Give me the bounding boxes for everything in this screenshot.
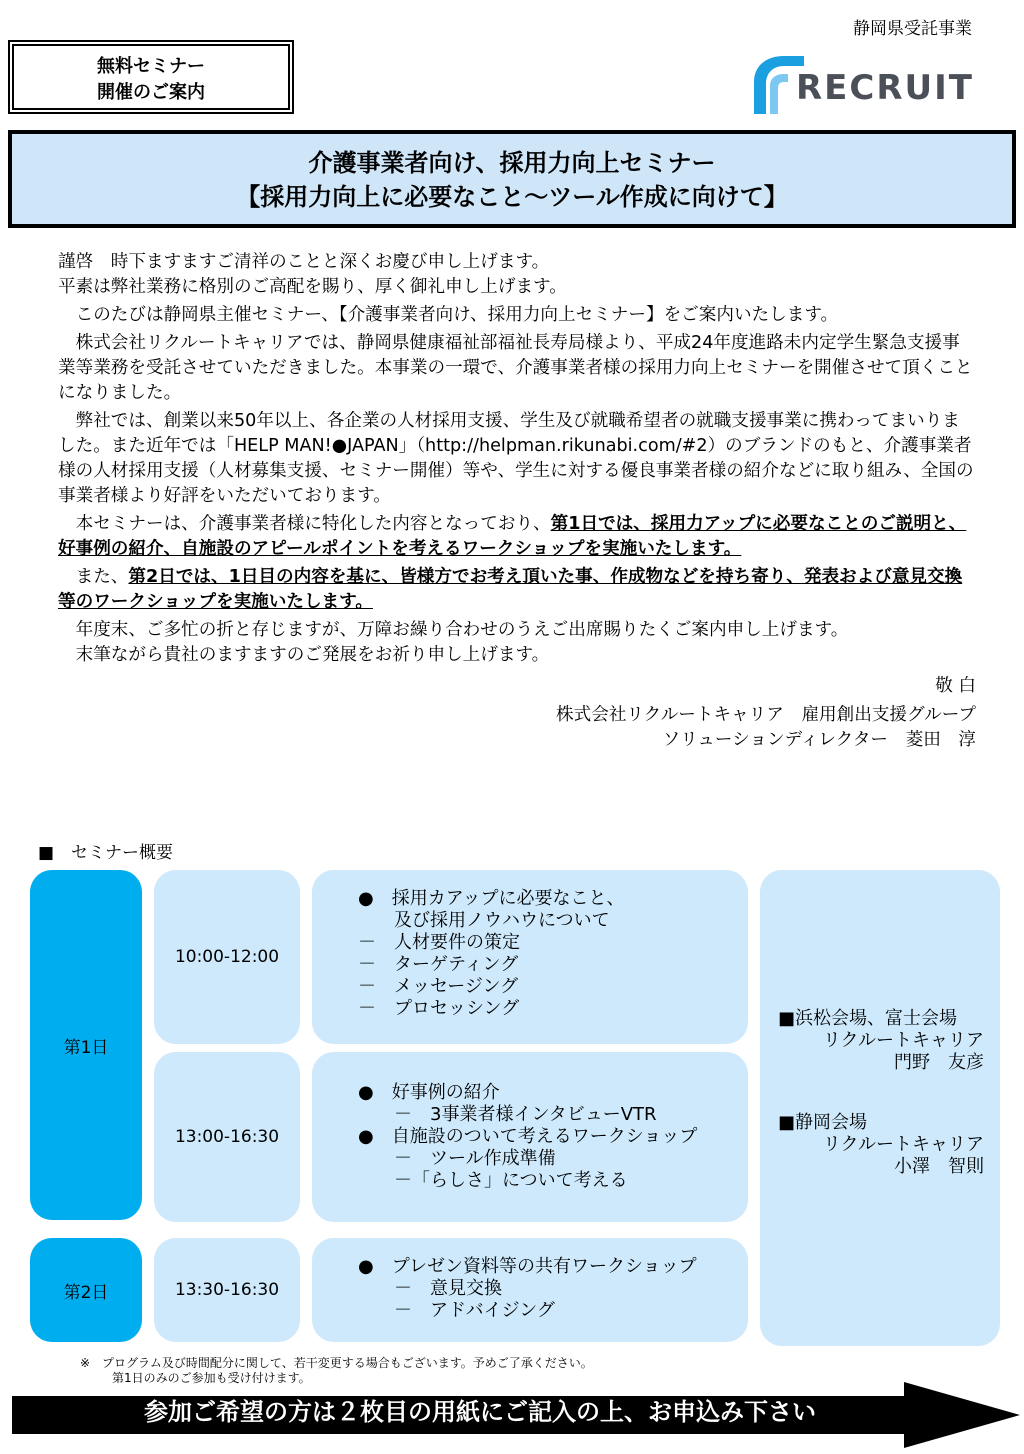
session3-item: － 意見交換 (358, 1278, 502, 1299)
letter-signature-company: 株式会社リクルートキャリア 雇用創出支援グループ (556, 705, 976, 725)
consignment-label: 静岡県受託事業 (853, 19, 972, 39)
invitation-letter (58, 250, 976, 753)
letter-day2-underlined: 第2日では、1日目の内容を基に、皆様方でお考え頂いた事、作成物などを持ち寄り、発表および意見交換等のワークショップを実施いたします。 (58, 567, 963, 612)
venue1-person: 門野 友彦 (894, 1052, 984, 1073)
time-block-1 (154, 870, 300, 1044)
day2-label: 第2日 (63, 1282, 109, 1303)
session2-item: － ツール作成準備 (358, 1148, 556, 1169)
time-2: 13:00-16:30 (174, 1127, 280, 1147)
letter-consignment: 株式会社リクルートキャリアでは、静岡県健康福祉部福祉長寿局様より、平成24年度進路未内定学生緊急支援事業等業務を受託させていただきました。本事業の一環で、介護事業者様の採用力向上セミナーを開催させて頂くことになりました。 (58, 333, 973, 403)
session2-item: －「らしさ」について考える (358, 1170, 628, 1191)
session3-item: ● プレゼン資料等の共有ワークショップ (358, 1256, 697, 1277)
venue2-person: 小澤 智則 (894, 1156, 984, 1177)
letter-day1-plain: 本セミナーは、介護事業者様に特化した内容となっており、 (75, 514, 551, 534)
venue2-company: リクルートキャリア (822, 1134, 984, 1155)
day1-label: 第1日 (63, 1037, 109, 1058)
session2-item: ● 自施設のついて考えるワークショップ (358, 1126, 698, 1147)
day1-label-block (30, 870, 142, 1220)
letter-day2-plain: また、 (75, 567, 129, 587)
session2-item: ● 好事例の紹介 (358, 1082, 500, 1103)
letter-request: 年度末、ご多忙の折と存じますが、万障お繰り合わせのうえご出席賜りたくご案内申し上げます。 (75, 620, 849, 640)
recruit-logo (748, 52, 998, 116)
venue-block (760, 870, 1000, 1346)
venue2-name: ■静岡会場 (778, 1112, 868, 1133)
time-1: 10:00-12:00 (174, 947, 280, 967)
logo-wordmark: RECRUIT (796, 68, 974, 108)
session1-item: 及び採用ノウハウについて (358, 910, 610, 931)
title-line-2: 【採用力向上に必要なこと～ツール作成に向けて】 (236, 183, 788, 211)
session-block-2 (312, 1052, 748, 1222)
seminar-title-box (8, 130, 1016, 228)
time-3: 13:30-16:30 (174, 1280, 280, 1300)
time-block-2 (154, 1052, 300, 1222)
session1-item: － 人材要件の策定 (358, 932, 520, 953)
session1-item: － メッセージング (358, 976, 519, 997)
letter-intro: このたびは静岡県主催セミナー、【介護事業者向け、採用力向上セミナー】をご案内いたします。 (75, 305, 839, 325)
letter-closing: 敬 白 (935, 676, 976, 696)
letter-greeting: 謹啓 時下ますますご清祥のことと深くお慶び申し上げます。 (58, 252, 550, 272)
session-block-1 (312, 870, 748, 1044)
session1-item: ● 採用カアップに必要なこと、 (358, 888, 625, 909)
free-seminar-badge (8, 40, 294, 114)
overview-heading: ■ セミナー概要 (38, 843, 174, 863)
session2-item: － 3事業者様インタビューVTR (358, 1104, 657, 1125)
letter-company: 弊社では、創業以来50年以上、各企業の人材採用支援、学生及び就職希望者の就職支援事業に携わってまいりました。また近年では「HELP MAN!●JAPAN」（http://helpman.rikunabi.com/#2）のブランドのもと、介護事業者様の人材採用支援（人材募集支援、セミナー開催）等や、学生に対する優良事業者様の紹介などに取り組み、全国の事業者様より好評をいただいております。 (58, 411, 974, 506)
title-line-1: 介護事業者向け、採用力向上セミナー (308, 149, 716, 177)
session3-item: － アドバイジング (358, 1300, 555, 1321)
time-block-3 (154, 1238, 300, 1342)
application-banner-text: 参加ご希望の方は２枚目の用紙にご記入の上、お申込み下さい (144, 1398, 816, 1426)
letter-day1 (58, 512, 976, 562)
badge-line-1: 無料セミナー (97, 56, 205, 77)
badge-line-2: 開催のご案内 (97, 82, 205, 103)
venue1-company: リクルートキャリア (822, 1030, 984, 1051)
session1-item: － プロセッシング (358, 998, 520, 1019)
footnote-line-1: ※ プログラム及び時間配分に関して、若干変更する場合もございます。予めご了承ください。 (80, 1356, 593, 1370)
letter-closing-wish: 末筆ながら貴社のますますのご発展をお祈り申し上げます。 (75, 645, 550, 665)
letter-signature-person: ソリューションディレクター 菱田 淳 (662, 730, 976, 750)
footnote-line-2: 第1日のみのご参加も受け付けます。 (112, 1371, 311, 1385)
venue1-name: ■浜松会場、富士会場 (778, 1008, 958, 1029)
day2-label-block (30, 1238, 142, 1342)
letter-thanks: 平素は弊社業務に格別のご高配を賜り、厚く御礼申し上げます。 (58, 277, 567, 297)
session-block-3 (312, 1238, 748, 1342)
letter-day1-underlined: 第1日では、採用力アップに必要なことのご説明と、好事例の紹介、自施設のアピールポイントを考えるワークショップを実施いたします。 (58, 514, 967, 559)
letter-day2 (58, 565, 976, 615)
session1-item: － ターゲティング (358, 954, 519, 975)
